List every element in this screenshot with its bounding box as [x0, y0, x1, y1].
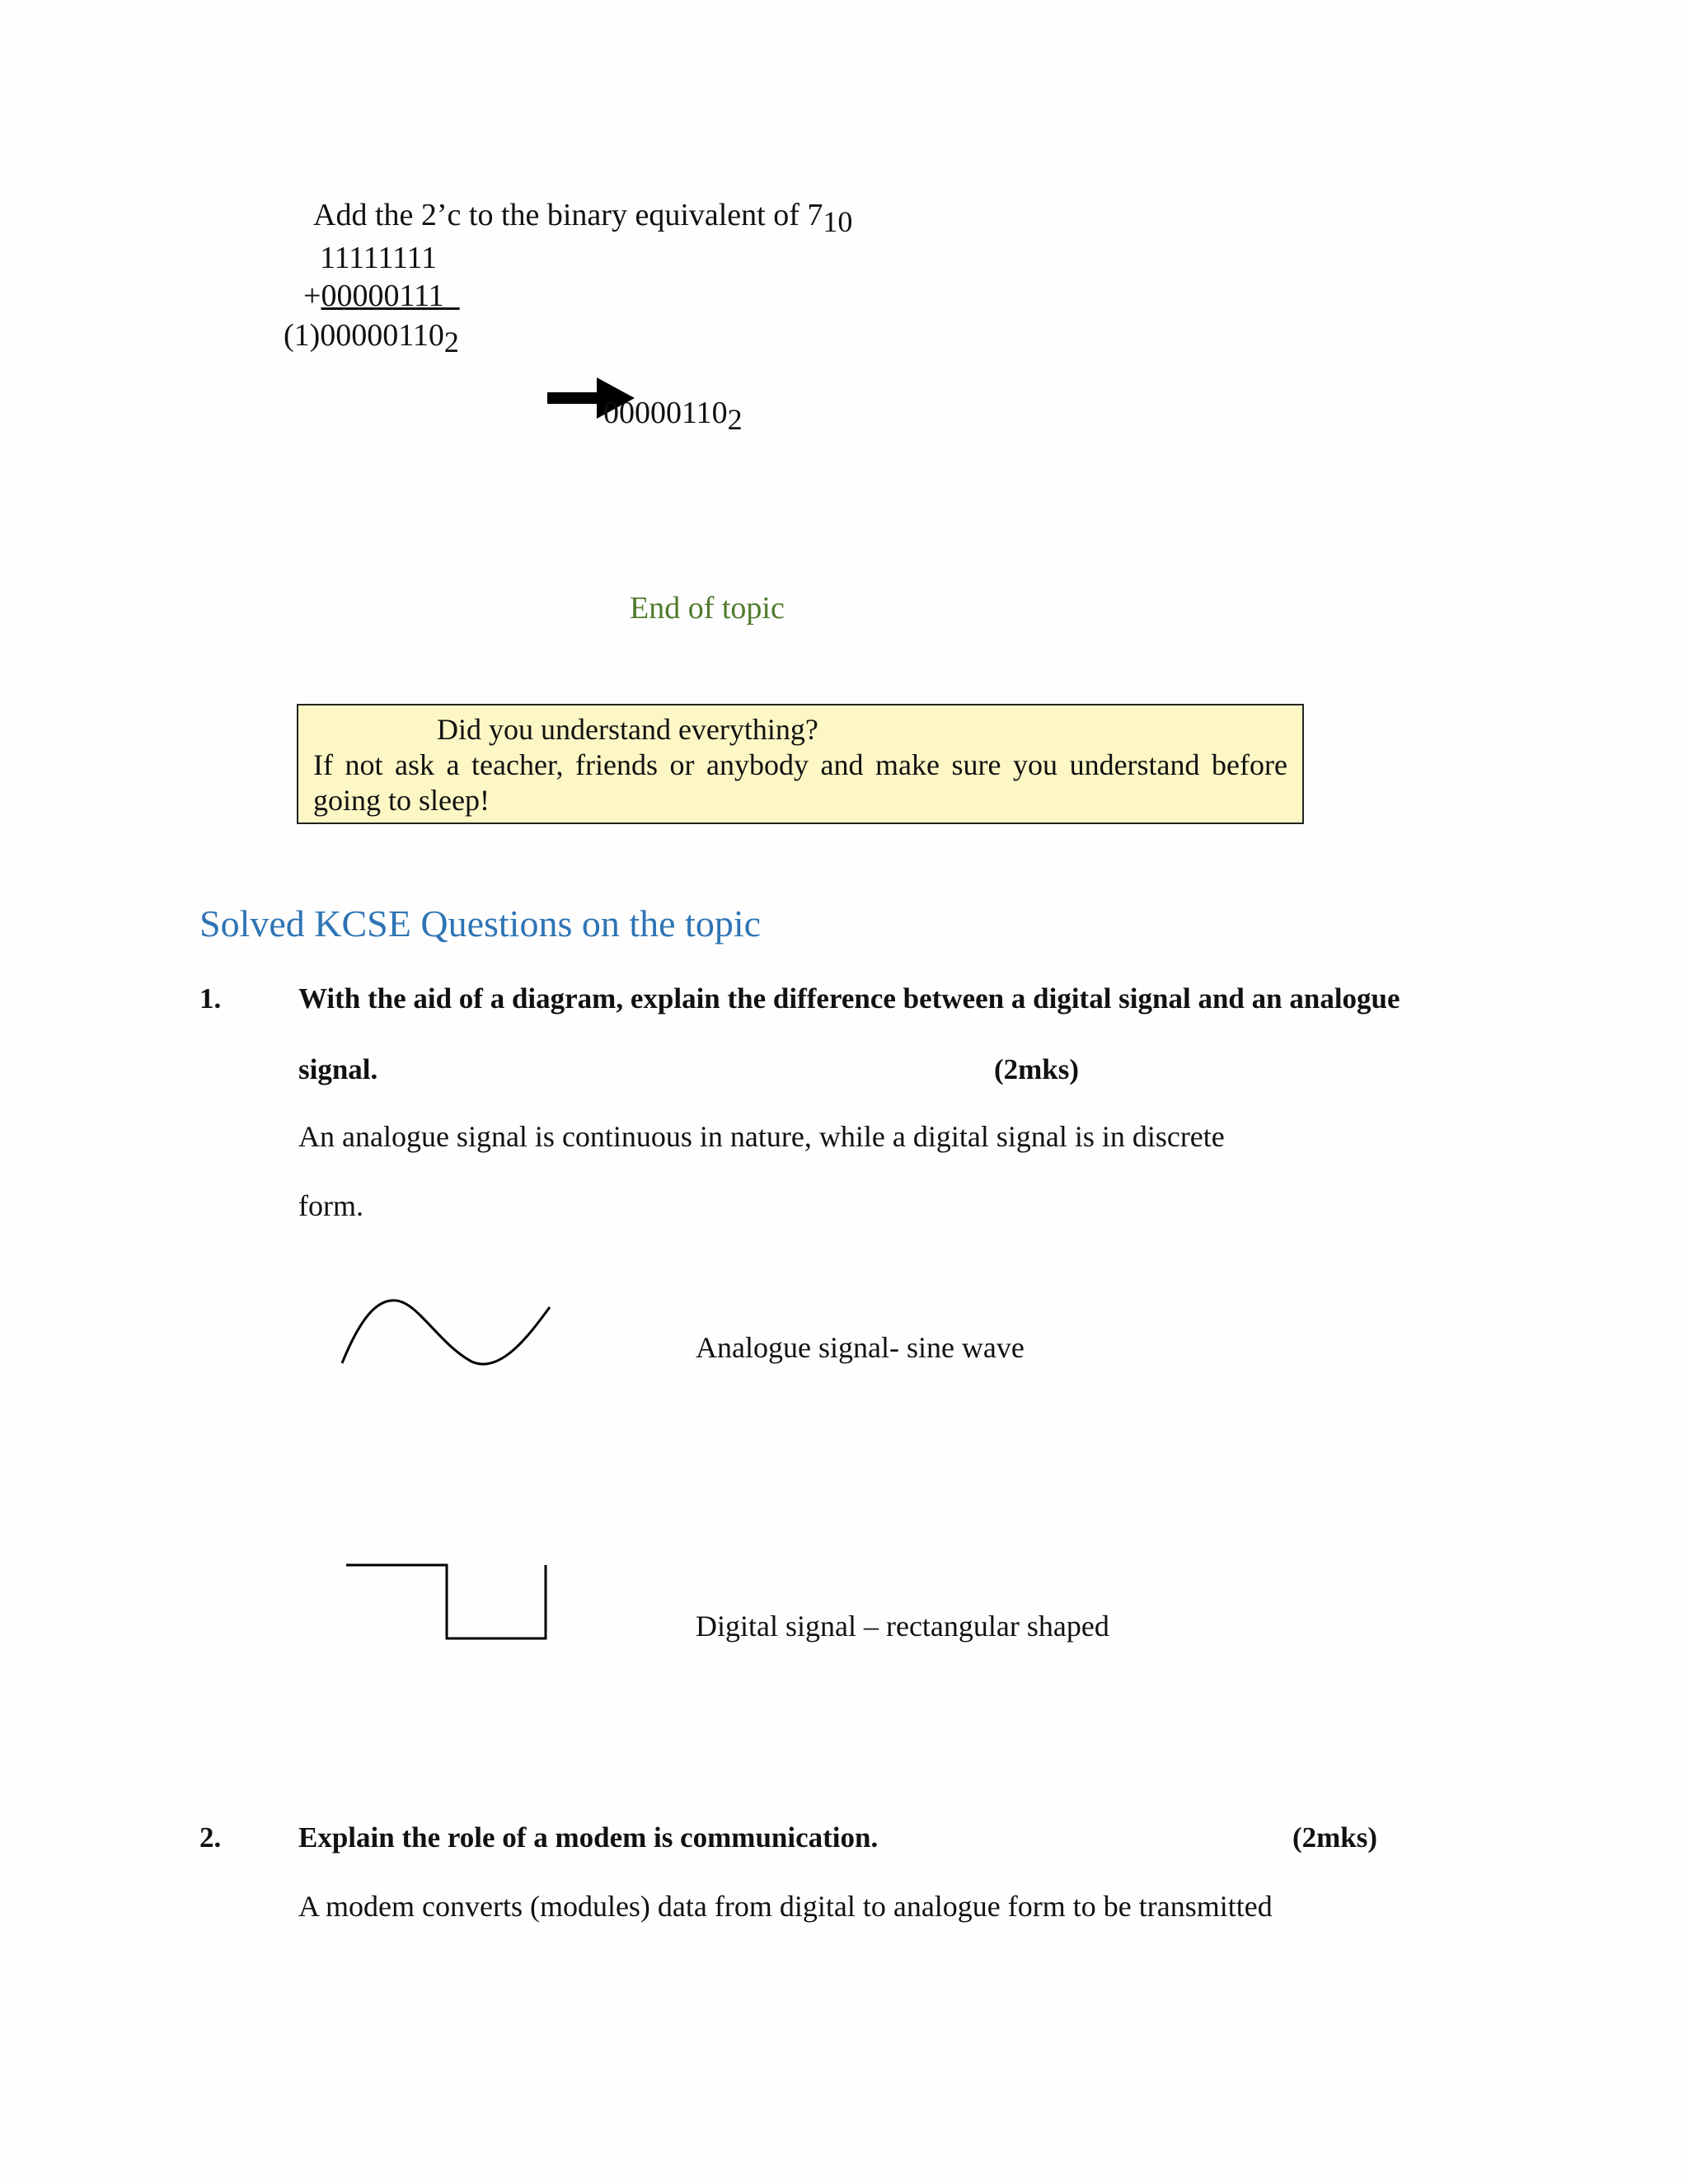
calc-line-3-text: 00000111	[321, 279, 444, 313]
question-2-number: 2.	[199, 1821, 222, 1854]
question-1-marks: (2mks)	[994, 1053, 1080, 1085]
question-1-text-line-2: signal.	[298, 1053, 378, 1085]
square-wave-diagram	[346, 1563, 552, 1642]
calc-line-4-text: (1)00000110	[284, 318, 444, 353]
plus-sign: +	[303, 279, 321, 313]
reminder-line-1: Did you understand everything?	[437, 713, 818, 746]
answer-1-line-1: An analogue signal is continuous in nature, while a digital signal is in discrete	[298, 1120, 1225, 1153]
digital-signal-label: Digital signal – rectangular shaped	[696, 1610, 1109, 1643]
calc-result-subscript: 2	[727, 403, 743, 436]
calc-line-1-text: Add the 2’c to the binary equivalent of 7	[313, 198, 823, 232]
calc-result	[603, 394, 743, 436]
reminder-line-2: If not ask a teacher, friends or anybody and make sure you understand before	[313, 748, 1287, 781]
end-of-topic: End of topic	[630, 591, 785, 626]
calc-result-text: 00000110	[603, 396, 728, 430]
calc-line-2: 11111111	[320, 241, 438, 275]
answer-1-line-2: form.	[298, 1189, 363, 1222]
calc-line-4	[284, 316, 459, 359]
reminder-line-3: going to sleep!	[313, 784, 490, 817]
calc-line-1-subscript: 10	[823, 205, 853, 238]
question-2-text: Explain the role of a modem is communication.	[298, 1821, 879, 1854]
analogue-signal-label: Analogue signal- sine wave	[696, 1331, 1025, 1364]
calc-line-3	[303, 277, 460, 315]
section-heading: Solved KCSE Questions on the topic	[199, 902, 762, 944]
reminder-box	[297, 704, 1304, 824]
answer-2-line-1: A modem converts (modules) data from digital to analogue form to be transmitted	[298, 1890, 1273, 1923]
calc-line-4-subscript: 2	[443, 326, 459, 359]
sine-wave-diagram	[340, 1294, 554, 1376]
calc-line-1	[313, 196, 853, 238]
question-1-text-line-1: With the aid of a diagram, explain the difference between a digital signal and an analogue	[298, 982, 1400, 1015]
question-2-marks: (2mks)	[1292, 1821, 1378, 1854]
question-1-number: 1.	[199, 982, 222, 1015]
